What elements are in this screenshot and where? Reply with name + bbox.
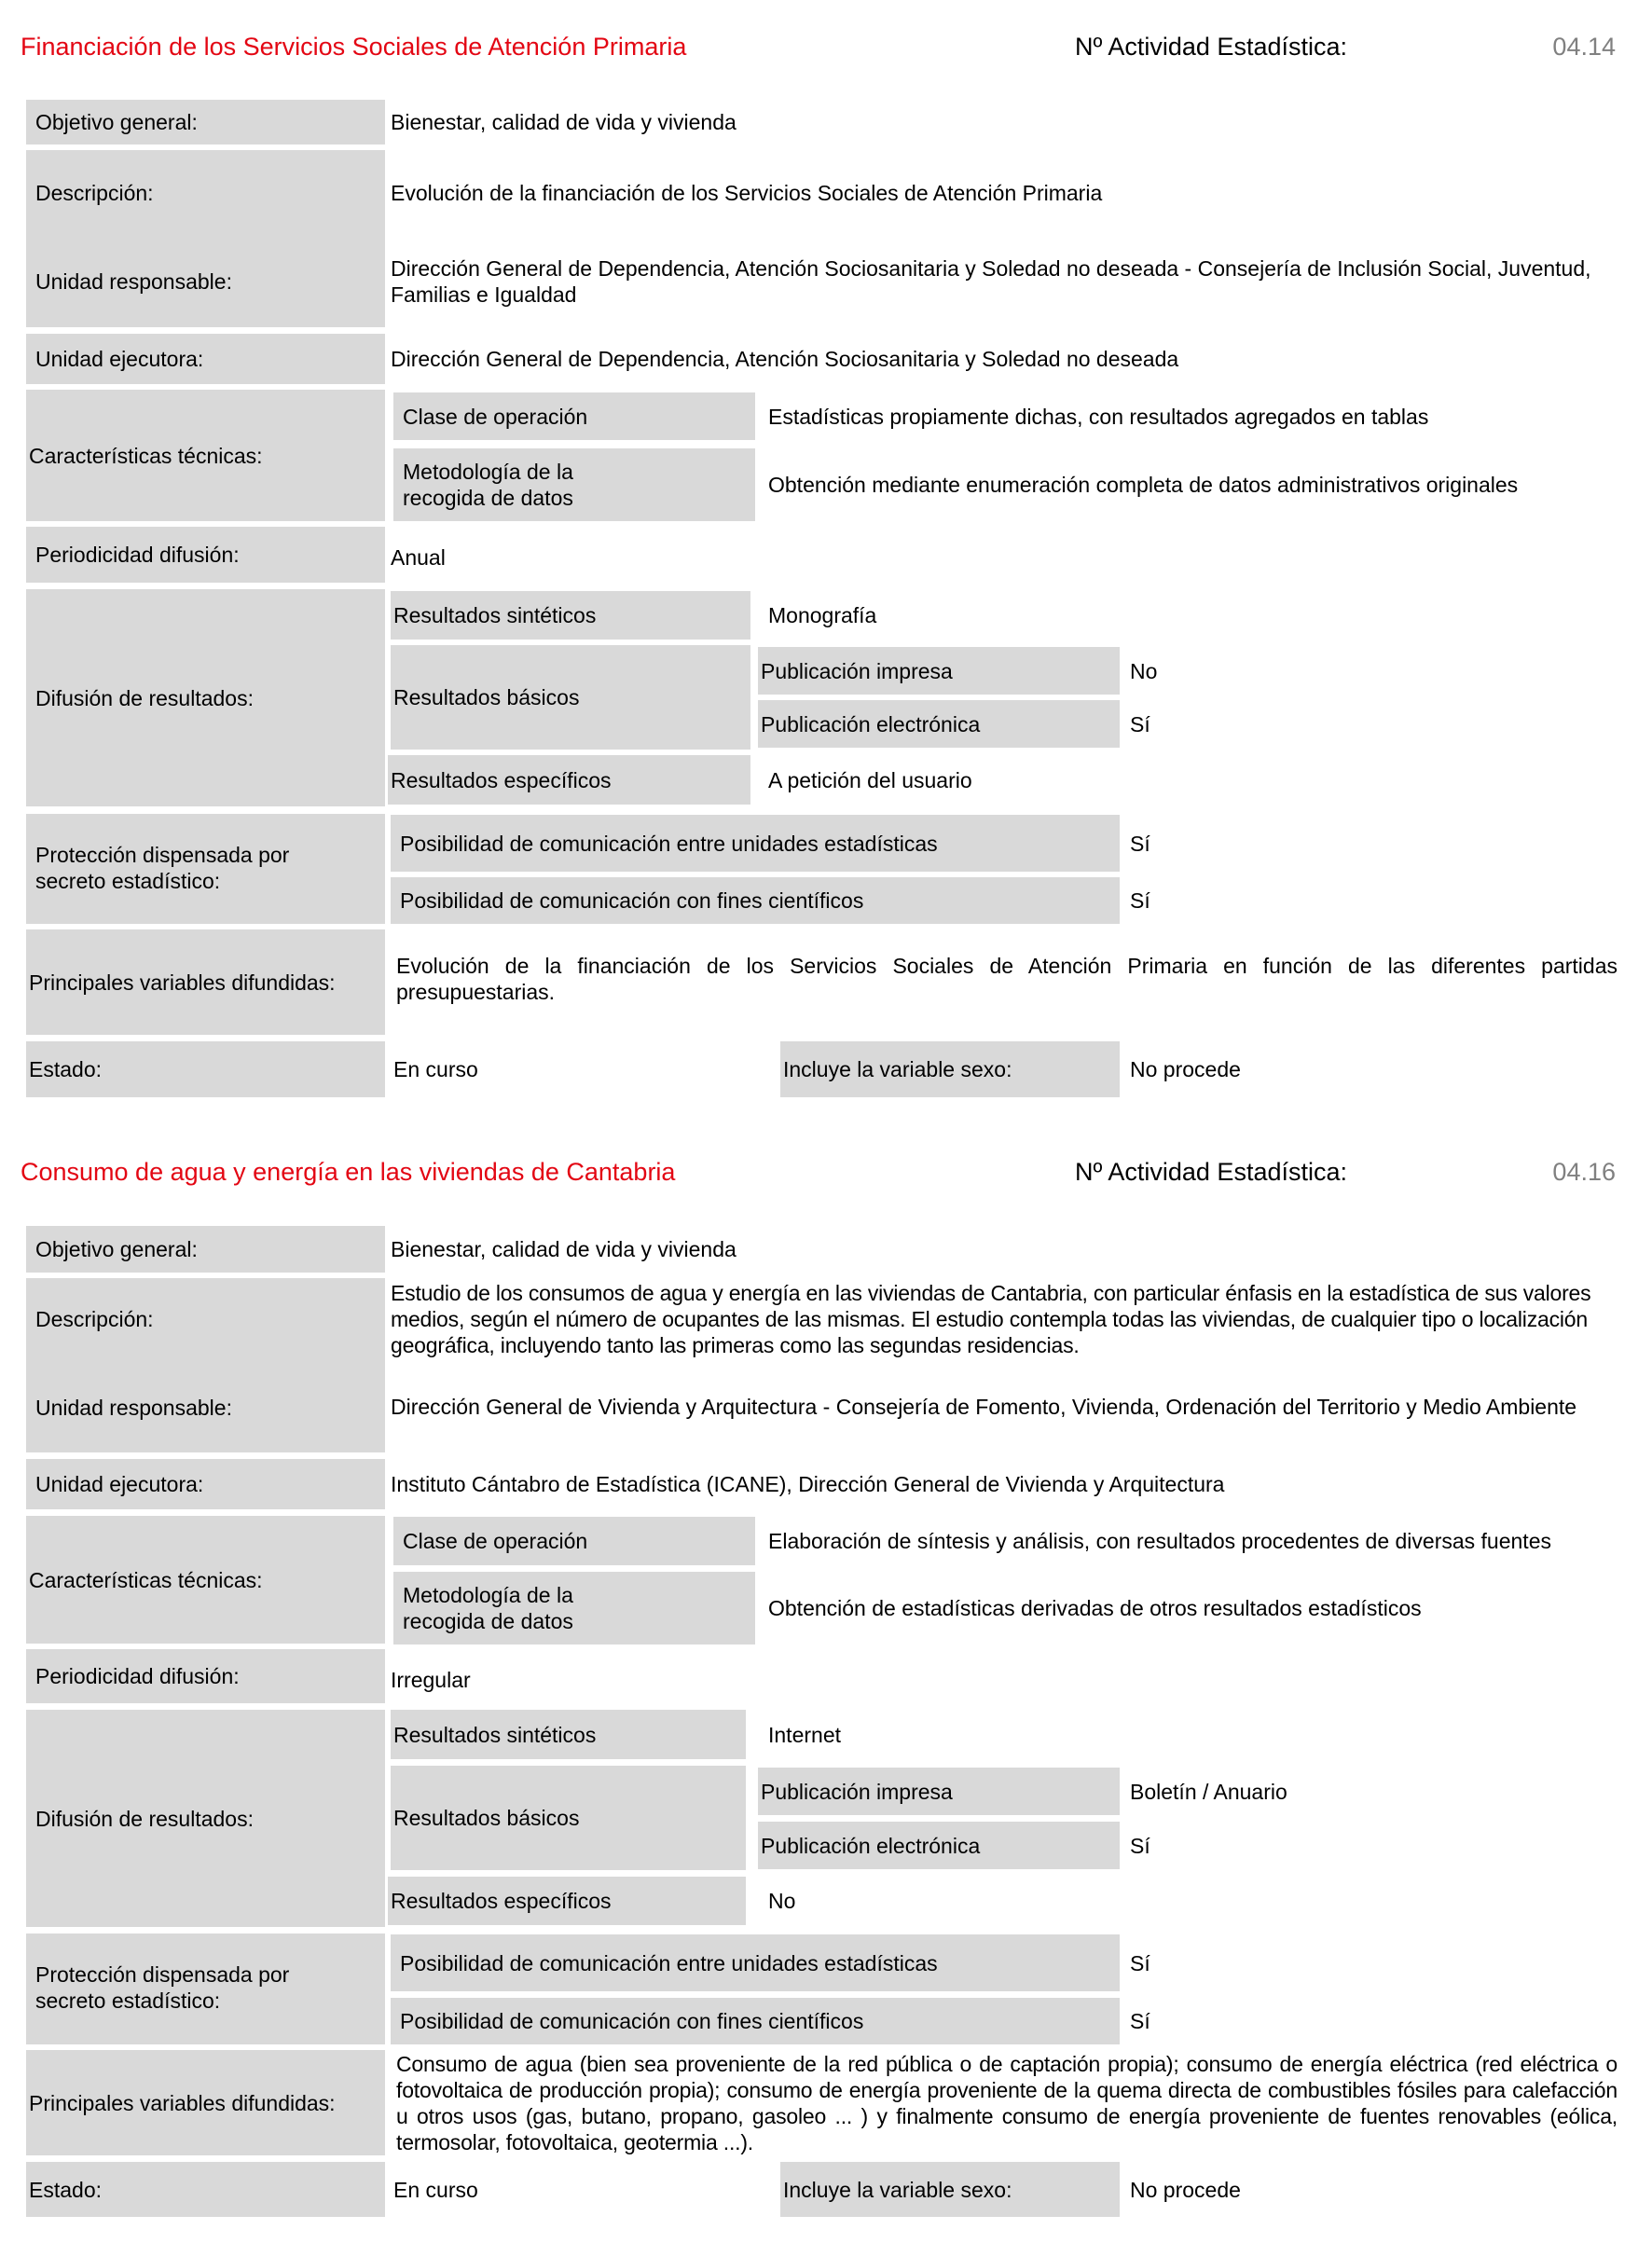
descripcion-label: Descripción: bbox=[35, 1307, 154, 1331]
clase-operacion-label: Clase de operación bbox=[393, 392, 755, 440]
com-cientificos-label: Posibilidad de comunicación con fines científicos bbox=[391, 877, 1120, 924]
metodologia-value: Obtención mediante enumeración completa de datos administrativos originales bbox=[768, 473, 1519, 497]
variables-value: Evolución de la financiación de los Servicios Sociales de Atención Primaria en función de las diferentes partidas presupuestarias. bbox=[396, 954, 1618, 1004]
especificos-label: Resultados específicos bbox=[388, 1877, 746, 1925]
sinteticos-label: Resultados sintéticos bbox=[391, 591, 750, 640]
impresa-value: Boletín / Anuario bbox=[1130, 1779, 1287, 1804]
estado-label: Estado: bbox=[26, 1041, 385, 1097]
periodicidad-label: Periodicidad difusión: bbox=[26, 1649, 385, 1703]
electronica-value: Sí bbox=[1130, 711, 1150, 736]
sinteticos-value: Monografía bbox=[768, 603, 877, 627]
objetivo-label: Objetivo general: bbox=[26, 100, 385, 145]
estado-value: En curso bbox=[393, 1057, 478, 1081]
sexo-value: No procede bbox=[1130, 1057, 1241, 1081]
unidad-ejecutora-value: Instituto Cántabro de Estadística (ICANE), Dirección General de Vivienda y Arquitectura bbox=[391, 1472, 1225, 1496]
com-unidades-label: Posibilidad de comunicación entre unidades estadísticas bbox=[391, 815, 1120, 872]
objetivo-value: Bienestar, calidad de vida y vivienda bbox=[391, 110, 737, 134]
unidad-ejecutora-label: Unidad ejecutora: bbox=[26, 334, 385, 384]
periodicidad-value: Irregular bbox=[391, 1668, 471, 1692]
proteccion-label: Protección dispensada por secreto estadístico: bbox=[35, 1962, 290, 2013]
impresa-label: Publicación impresa bbox=[758, 1768, 1120, 1815]
unidad-ejecutora-label: Unidad ejecutora: bbox=[26, 1459, 385, 1509]
variables-label: Principales variables difundidas: bbox=[26, 929, 385, 1035]
activity-number: 04.16 bbox=[1552, 1158, 1616, 1186]
metodologia-label-cell bbox=[393, 448, 755, 521]
com-cientificos-label: Posibilidad de comunicación con fines científicos bbox=[391, 1998, 1120, 2044]
electronica-value: Sí bbox=[1130, 1833, 1150, 1858]
com-cientificos-value: Sí bbox=[1130, 888, 1150, 913]
caracteristicas-label: Características técnicas: bbox=[26, 1516, 385, 1644]
proteccion-label-cell bbox=[26, 1959, 324, 2016]
objetivo-value: Bienestar, calidad de vida y vivienda bbox=[391, 1237, 737, 1261]
com-unidades-value: Sí bbox=[1130, 831, 1150, 856]
clase-operacion-value: Estadísticas propiamente dichas, con resultados agregados en tablas bbox=[768, 404, 1429, 429]
impresa-label: Publicación impresa bbox=[758, 647, 1120, 695]
basicos-label: Resultados básicos bbox=[391, 645, 750, 750]
com-unidades-value: Sí bbox=[1130, 1950, 1150, 1975]
activity-title: Consumo de agua y energía en las viviendas de Cantabria bbox=[21, 1158, 676, 1186]
variables-label: Principales variables difundidas: bbox=[26, 2050, 385, 2155]
proteccion-label-cell bbox=[26, 839, 324, 897]
unidad-ejecutora-value: Dirección General de Dependencia, Atención Sociosanitaria y Soledad no deseada bbox=[391, 347, 1179, 371]
basicos-label: Resultados básicos bbox=[391, 1766, 746, 1870]
especificos-value: No bbox=[768, 1889, 796, 1913]
proteccion-label: Protección dispensada por secreto estadístico: bbox=[35, 843, 290, 893]
periodicidad-label: Periodicidad difusión: bbox=[26, 527, 385, 583]
descripcion-value: Estudio de los consumos de agua y energía en las viviendas de Cantabria, con particular énfasis en la estadística de sus valores medios, según el número de ocupantes de las mismas. El estudio contempla todas las viviendas, de cualquier tipo o localización geográfica, incluyendo tanto las primeras como las segundas residencias. bbox=[391, 1281, 1591, 1357]
sexo-label: Incluye la variable sexo: bbox=[780, 1041, 1120, 1097]
activity-number-label: Nº Actividad Estadística: bbox=[1075, 33, 1347, 61]
unidad-responsable-value: Dirección General de Vivienda y Arquitectura - Consejería de Fomento, Vivienda, Ordenación del Territorio y Medio Ambiente bbox=[391, 1395, 1577, 1419]
activity-number-label: Nº Actividad Estadística: bbox=[1075, 1158, 1347, 1186]
clase-operacion-value: Elaboración de síntesis y análisis, con resultados procedentes de diversas fuentes bbox=[768, 1529, 1551, 1553]
difusion-label: Difusión de resultados: bbox=[26, 589, 385, 806]
estado-value: En curso bbox=[393, 2177, 478, 2202]
sexo-value: No procede bbox=[1130, 2177, 1241, 2202]
metodologia-label-cell bbox=[393, 1572, 755, 1645]
caracteristicas-label: Características técnicas: bbox=[26, 390, 385, 521]
com-cientificos-value: Sí bbox=[1130, 2009, 1150, 2033]
metodologia-label: Metodología de la recogida de datos bbox=[403, 460, 573, 510]
sinteticos-label: Resultados sintéticos bbox=[391, 1710, 746, 1759]
sinteticos-value: Internet bbox=[768, 1722, 841, 1747]
electronica-label: Publicación electrónica bbox=[758, 700, 1120, 748]
estado-label: Estado: bbox=[26, 2162, 385, 2217]
activity-number: 04.14 bbox=[1552, 33, 1616, 61]
unidad-responsable-label: Unidad responsable: bbox=[35, 269, 232, 294]
periodicidad-value: Anual bbox=[391, 545, 446, 570]
especificos-label: Resultados específicos bbox=[388, 755, 750, 805]
sexo-label: Incluye la variable sexo: bbox=[780, 2162, 1120, 2217]
impresa-value: No bbox=[1130, 658, 1158, 683]
variables-value: Consumo de agua (bien sea proveniente de la red pública o de captación propia); consumo de energía eléctrica (red eléctrica o fotovoltaica de producción propia); consumo de energía proveniente de la quema directa de combustibles fósiles para calefacción u otros usos (gas, butano, propano, gasoleo ... ) y finalmente consumo de energía proveniente de fuentes renovables (eólica, termosolar, fotovoltaica, geotermia ...). bbox=[396, 2051, 1618, 2154]
electronica-label: Publicación electrónica bbox=[758, 1822, 1120, 1869]
com-unidades-label: Posibilidad de comunicación entre unidades estadísticas bbox=[391, 1934, 1120, 1991]
difusion-label: Difusión de resultados: bbox=[26, 1710, 385, 1927]
clase-operacion-label: Clase de operación bbox=[393, 1517, 755, 1565]
especificos-value: A petición del usuario bbox=[768, 767, 972, 792]
unidad-responsable-label: Unidad responsable: bbox=[35, 1396, 232, 1420]
objetivo-label: Objetivo general: bbox=[26, 1226, 385, 1273]
metodologia-label: Metodología de la recogida de datos bbox=[403, 1583, 573, 1633]
metodologia-value: Obtención de estadísticas derivadas de otros resultados estadísticos bbox=[768, 1596, 1422, 1620]
descripcion-value: Evolución de la financiación de los Servicios Sociales de Atención Primaria bbox=[391, 181, 1103, 205]
unidad-responsable-value: Dirección General de Dependencia, Atención Sociosanitaria y Soledad no deseada - Consejería de Inclusión Social, Juventud, Familias e Igualdad bbox=[391, 256, 1591, 307]
descripcion-label: Descripción: bbox=[35, 181, 154, 205]
activity-title: Financiación de los Servicios Sociales de Atención Primaria bbox=[21, 33, 687, 61]
